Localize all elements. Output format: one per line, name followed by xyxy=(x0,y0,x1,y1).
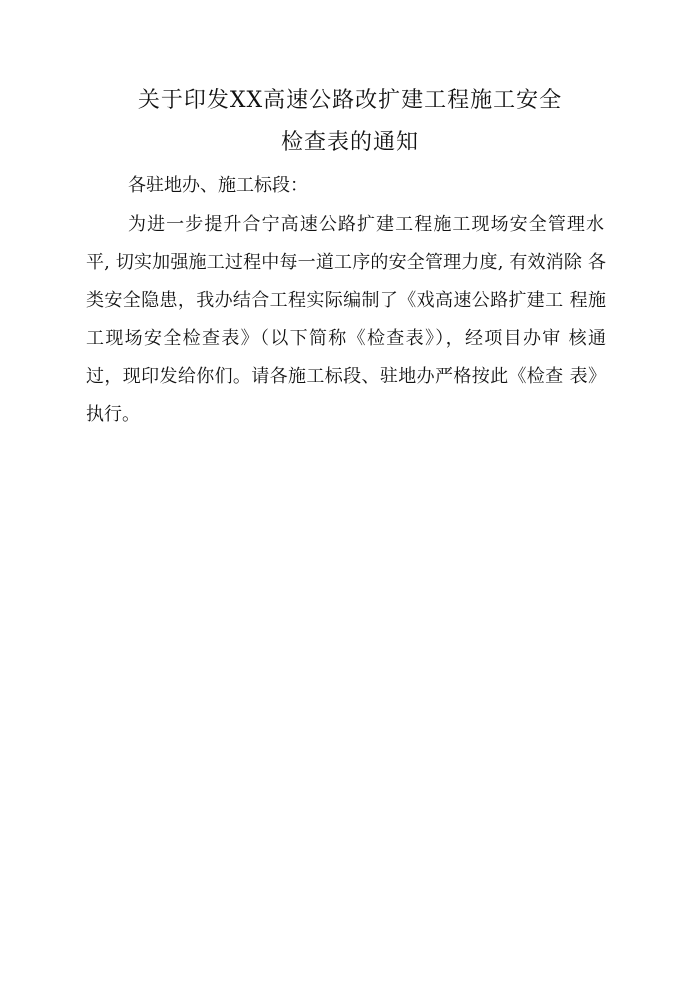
body-line: 平, 切实加强施工过程中每一道工序的安全管理力度, 有效消除 各 xyxy=(86,252,606,273)
salutation: 各驻地办、施工标段： xyxy=(128,175,308,196)
document-title-line-1: 关于印发XX高速公路改扩建工程施工安全 xyxy=(137,88,563,113)
document-title-line-2: 检查表的通知 xyxy=(280,130,419,155)
body-line: 执行。 xyxy=(86,404,140,425)
body-line: 类安全隐患，我办结合工程实际编制了《戏高速公路扩建工 程施 xyxy=(86,290,606,311)
body-line: 过，现印发给你们。请各施工标段、驻地办严格按此《检查 表》 xyxy=(86,366,606,387)
body-line: 为进一步提升合宁高速公路扩建工程施工现场安全管理水 xyxy=(128,214,604,235)
body-line: 工现场安全检查表》（以下简称《检查表》），经项目办审 核通 xyxy=(86,328,606,349)
